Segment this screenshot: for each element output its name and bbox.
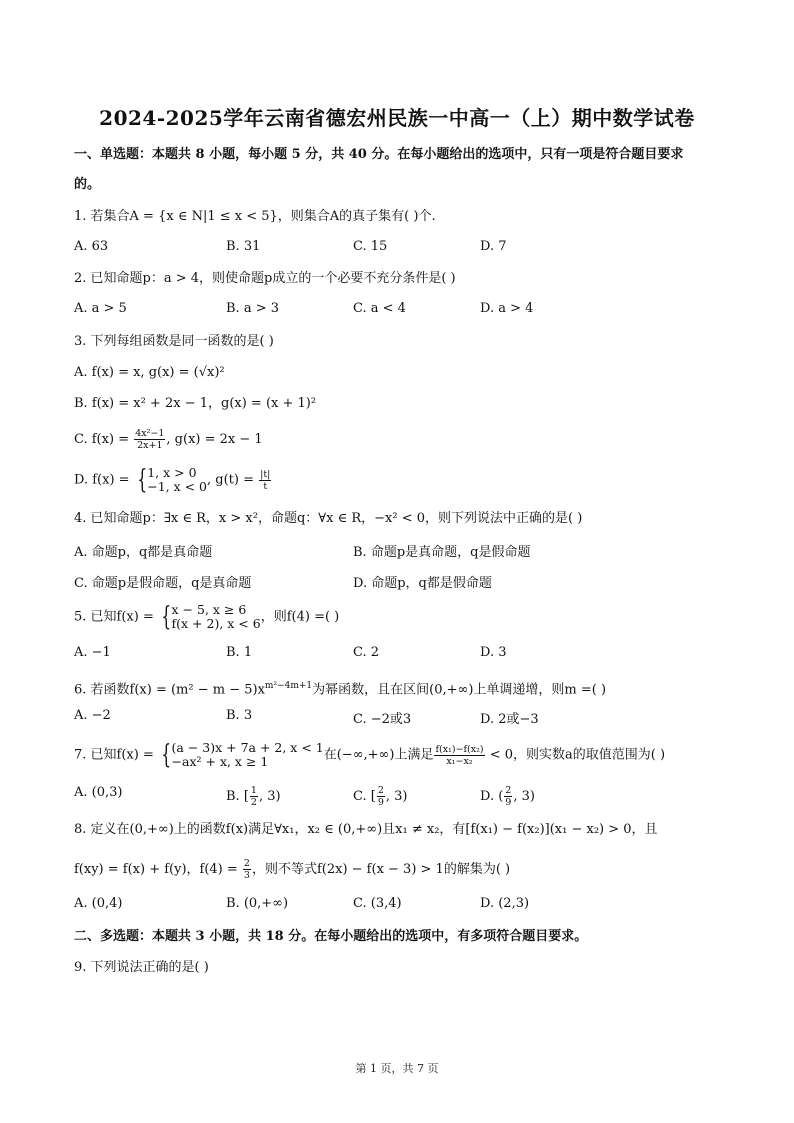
piecewise-cases <box>172 603 261 631</box>
q3-option-d-lead: D. f(x) = <box>74 472 134 488</box>
question-7-stem <box>74 741 724 769</box>
q1-option-a: A. 63 <box>74 239 109 254</box>
q6-option-d: D. 2或−3 <box>480 712 539 727</box>
q6-option-a: A. −2 <box>74 708 111 723</box>
question-4-stem: 4. 已知命题p：∃x ∈ R，x > x²，命题q：∀x ∈ R，−x² < 0，则下列说法中正确的是( ) <box>74 511 583 526</box>
fraction-denominator: 9 <box>377 797 384 808</box>
fraction-numerator: 2 <box>243 858 250 869</box>
q7-tail: < 0，则实数a的取值范围为( ) <box>485 747 666 763</box>
case-1: 1, x > 0 <box>147 465 197 480</box>
case-2: f(x + 2), x < 6 <box>171 616 261 631</box>
fraction-denominator: x₁−x₂ <box>446 755 473 767</box>
fraction-numerator: f(x₁)−f(x₂) <box>435 743 484 755</box>
question-9-stem: 9. 下列说法正确的是( ) <box>74 960 209 975</box>
q8-option-d: D. (2,3) <box>480 896 530 911</box>
q7-mid: 在(−∞,+∞)上满足 <box>323 747 434 763</box>
fraction-denominator: 9 <box>505 797 512 808</box>
q7-d-fraction <box>504 785 512 808</box>
question-2-options <box>74 301 724 323</box>
q2-option-d: D. a > 4 <box>480 301 534 316</box>
fraction-numerator: 4x²−1 <box>135 428 165 439</box>
fraction-numerator: 2 <box>377 785 384 796</box>
q2-option-b: B. a > 3 <box>226 301 279 316</box>
q3-option-d <box>74 466 724 494</box>
q7-option-b <box>226 785 281 808</box>
question-3-stem: 3. 下列每组函数是同一函数的是( ) <box>74 334 274 349</box>
q5-option-d: D. 3 <box>480 645 507 660</box>
q6-option-b: B. 3 <box>226 708 253 723</box>
q8-option-c: C. (3,4) <box>353 896 402 911</box>
q8-option-a: A. (0,4) <box>74 896 123 911</box>
q1-option-d: D. 7 <box>480 239 507 254</box>
page-footer: 第 1 页，共 7 页 <box>355 1062 439 1075</box>
q7-c-tail: , 3) <box>385 789 408 804</box>
q7-b-fraction <box>250 785 258 808</box>
q4-option-c: C. 命题p是假命题，q是真命题 <box>74 576 252 591</box>
question-4-options-row1 <box>74 541 724 563</box>
fraction-denominator: 2 <box>250 797 257 808</box>
q8-tail: ，则不等式f(2x) − f(x − 3) > 1的解集为( ) <box>251 862 511 877</box>
q5-option-a: A. −1 <box>74 645 111 660</box>
q7-fraction <box>434 744 484 767</box>
section-2-heading: 二、多选题：本题共 3 小题，共 18 分。在每小题给出的选项中，有多项符合题目要求。 <box>74 929 588 944</box>
page-title: 2024-2025学年云南省德宏州民族一中高一（上）期中数学试卷 <box>99 106 695 130</box>
question-5-stem <box>74 603 724 631</box>
fraction-numerator: |t| <box>260 468 271 480</box>
fraction-denominator: 3 <box>243 870 250 881</box>
fraction-numerator: 1 <box>250 785 257 796</box>
case-2: −ax² + x, x ≥ 1 <box>171 754 269 769</box>
question-8-stem-line2 <box>74 858 724 881</box>
q3-option-c-lead: C. f(x) = <box>74 432 134 447</box>
q6-tail: 为幂函数，且在区间(0,+∞)上单调递增，则m =( ) <box>312 682 607 698</box>
q4-option-b: B. 命题p是真命题，q是假命题 <box>353 545 531 560</box>
q5-lead: 5. 已知f(x) = <box>74 609 158 625</box>
fraction-denominator: t <box>263 480 268 492</box>
q7-d-tail: , 3) <box>513 789 535 804</box>
q3-option-c-fraction <box>134 428 165 451</box>
q5-option-b: B. 1 <box>226 645 253 660</box>
fraction-numerator: 2 <box>505 785 512 796</box>
q3-option-b: B. f(x) = x² + 2x − 1，g(x) = (x + 1)² <box>74 396 317 411</box>
q4-option-a: A. 命题p，q都是真命题 <box>74 545 213 560</box>
q7-option-c <box>353 785 407 808</box>
left-brace: { <box>136 465 147 495</box>
q7-b-lead: B. [ <box>226 789 249 804</box>
q8-fraction <box>243 858 251 881</box>
q6-lead: 6. 若函数f(x) = (m² − m − 5)x <box>74 682 265 698</box>
question-4-options-row2 <box>74 572 724 594</box>
q4-option-d: D. 命题p，q都是假命题 <box>353 576 492 591</box>
q5-option-c: C. 2 <box>353 645 380 660</box>
q3-option-c-tail: , g(x) = 2x − 1 <box>166 432 263 447</box>
q3-option-a: A. f(x) = x, g(x) = (√x)² <box>74 365 225 380</box>
question-6-options <box>74 708 724 730</box>
q8-lead: f(xy) = f(x) + f(y)，f(4) = <box>74 862 242 877</box>
q3-option-d-mid: , g(t) = <box>207 472 259 488</box>
left-brace: { <box>161 740 172 770</box>
q2-option-a: A. a > 5 <box>74 301 127 316</box>
left-brace: { <box>161 602 172 632</box>
q7-c-fraction <box>377 785 385 808</box>
q7-option-d <box>480 785 535 808</box>
q7-c-lead: C. [ <box>353 789 376 804</box>
piecewise-cases <box>147 466 207 494</box>
case-1: (a − 3)x + 7a + 2, x < 1 <box>171 740 324 755</box>
question-5-options <box>74 645 724 667</box>
q8-option-b: B. (0,+∞) <box>226 896 289 911</box>
question-8-options <box>74 896 724 918</box>
question-1-stem: 1. 若集合A = {x ∈ N|1 ≤ x < 5}，则集合A的真子集有( )个. <box>74 209 436 224</box>
q1-option-c: C. 15 <box>353 239 388 254</box>
q3-option-c <box>74 428 724 451</box>
q5-tail: ，则f(4) =( ) <box>260 609 340 625</box>
q2-option-c: C. a < 4 <box>353 301 406 316</box>
q7-b-tail: , 3) <box>258 789 281 804</box>
q7-option-a: A. (0,3) <box>74 785 123 800</box>
case-2: −1, x < 0 <box>147 479 208 494</box>
q1-option-b: B. 31 <box>226 239 261 254</box>
question-2-stem: 2. 已知命题p：a > 4，则使命题p成立的一个必要不充分条件是( ) <box>74 271 456 286</box>
q7-lead: 7. 已知f(x) = <box>74 747 158 763</box>
case-1: x − 5, x ≥ 6 <box>171 602 247 617</box>
fraction-denominator: 2x+1 <box>137 440 163 451</box>
q7-d-lead: D. ( <box>480 789 504 804</box>
section-1-heading-cont: 的。 <box>74 177 101 192</box>
question-8-stem-line1: 8. 定义在(0,+∞)上的函数f(x)满足∀x₁，x₂ ∈ (0,+∞)且x₁ ≠ x₂，有[f(x₁) − f(x₂)](x₁ − x₂) > 0，且 <box>74 822 658 837</box>
piecewise-cases <box>172 741 324 769</box>
question-7-options <box>74 785 724 807</box>
q6-exponent: m²−4m+1 <box>264 681 313 691</box>
section-1-heading: 一、单选题：本题共 8 小题，每小题 5 分，共 40 分。在每小题给出的选项中，只有一项是符合题目要求 <box>74 147 684 162</box>
question-1-options <box>74 239 724 261</box>
question-6-stem <box>74 677 724 699</box>
q6-option-c: C. −2或3 <box>353 712 412 727</box>
q3-option-d-fraction <box>259 469 271 492</box>
